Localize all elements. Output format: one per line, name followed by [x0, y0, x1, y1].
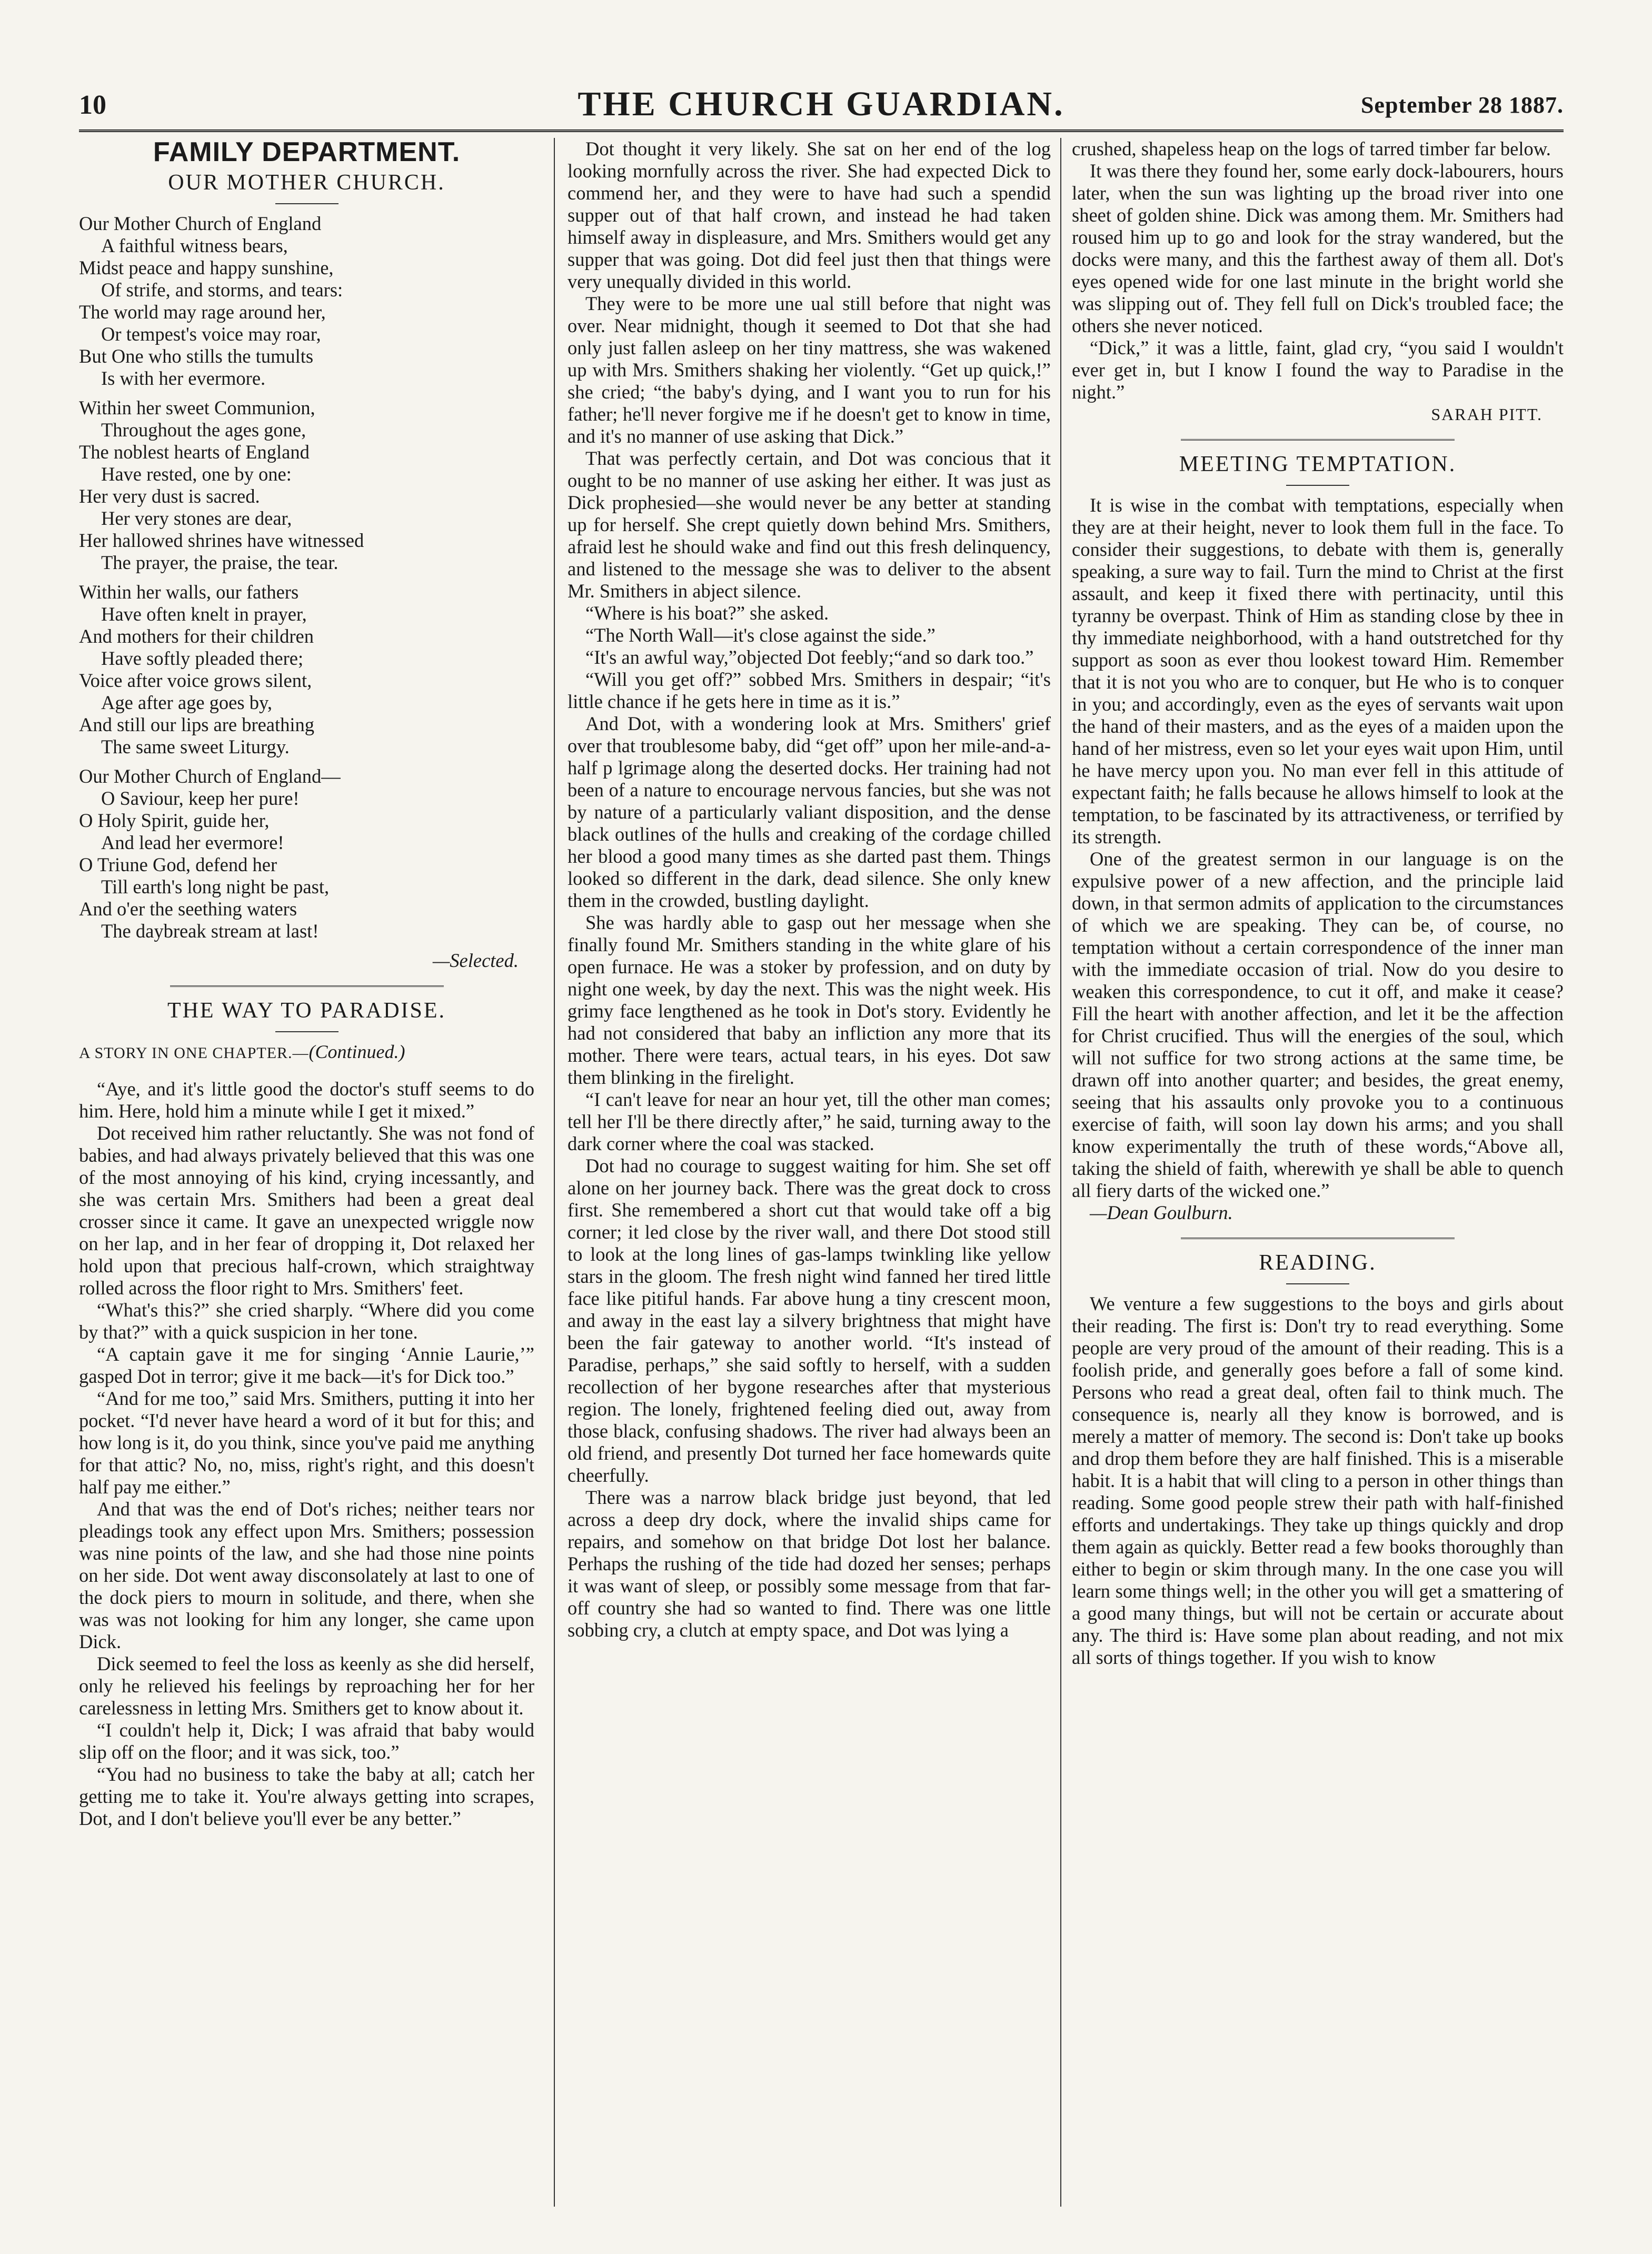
poem-line: Till earth's long night be past, [101, 876, 330, 897]
poem-line: O Saviour, keep her pure! [101, 787, 300, 809]
poem-line: Age after age goes by, [101, 692, 272, 713]
story-text [79, 1078, 534, 1830]
poem-line: Our Mother Church of England— [79, 765, 341, 787]
page-header [79, 84, 1564, 126]
poem-line: And lead her evermore! [101, 832, 284, 853]
paragraph: She was hardly able to gasp out her message when she finally found Mr. Smithers standing in the white glare of his open furnace. He was a stoker by profession, and on duty by night one week, by day the next. This was the night week. His grimy face lengthened as he took in Dot's story. Evidently he had not considered that baby an infliction any more that its mother. There were tears, actual tears, in his eyes. Dot saw them blinking in the firelight. [568, 912, 1051, 1088]
rule [1286, 1283, 1349, 1284]
poem-line: The daybreak stream at last! [101, 920, 319, 942]
story-text [568, 138, 1051, 1641]
meeting-credit: —Dean Goulburn. [1090, 1202, 1233, 1223]
page-number: 10 [79, 90, 106, 120]
paragraph: It was there they found her, some early dock-labourers, hours later, when the sun was lighting up the broad river into one sheet of golden shine. Dick was among them. Mr. Smithers had roused him up to go and look for the stray wandered, but the docks were many, and this the farthest away of them all. Dot's eyes opened wide for one last minute in the bright world she was slipping out of. They fell full on Dick's troubled face; the others she never noticed. [1072, 160, 1564, 336]
poem-stanza [79, 213, 534, 390]
story-text [1072, 138, 1564, 403]
poem-line: But One who stills the tumults [79, 345, 314, 367]
poem-line: Voice after voice grows silent, [79, 670, 312, 691]
poem-line: Have softly pleaded there; [101, 647, 304, 669]
poem-line: Her very dust is sacred. [79, 485, 260, 507]
rule [1181, 439, 1455, 441]
rule [275, 203, 339, 204]
paragraph: Dot thought it very likely. She sat on her end of the log looking mornfully across the river. She had expected Dick to commend her, and they were to have had such a spendid supper out of that half crown, and instead he had taken himself away in displeasure, and Mrs. Smithers would get any supper that was going. Dot did feel just then that things were very unequally divided in this world. [568, 138, 1051, 292]
meeting-title: MEETING TEMPTATION. [1179, 452, 1457, 476]
paragraph: “I couldn't help it, Dick; I was afraid that baby would slip off on the floor; and it was sick, too.” [79, 1719, 534, 1763]
paragraph: It is wise in the combat with temptations, especially when they are at their height, never to look them full in the face. To consider their suggestions, to debate with them is, generally speaking, a sure way to fail. Turn the mind to Christ at the first assault, and keep it fixed there with pertinacity, until this tyranny be overpast. Think of Him as standing close by thee in thy immediate neighborhood, with a hand outstretched for thy support as soon as ever thou lookest toward Him. Remember that it is not you who are to conquer, but He who is to conquer in you; and accordingly, even as the eyes of servants wait upon the hand of their masters, and as the eyes of a maiden upon the hand of her mistress, even so let your eyes wait upon Him, until he have mercy upon you. No man ever fell in this attitude of expectant faith; he falls because he allows himself to look at the temptation, to be fascinated by its attractiveness, or terrified by its strength. [1072, 494, 1564, 847]
column-divider [1060, 138, 1061, 2207]
paragraph: “You had no business to take the baby at all; catch her getting me to take it. You're always getting into scrapes, Dot, and I don't believe you'll ever be any better.” [79, 1763, 534, 1829]
poem-line: The noblest hearts of England [79, 441, 310, 463]
story-subtitle [79, 1041, 534, 1064]
paragraph: We venture a few suggestions to the boys and girls about their reading. The first is: Don't try to read everything. Some people are very proud of the amount of their reading. This is a foolish pride, and generally goes before a fall of some kind. Persons who read a great deal, often fail to think much. The consequence is, nearly all they know is borrowed, and is merely a matter of memory. The second is: Don't take up books and drop them before they are half finished. This is a miserable habit. It is a habit that will cling to a person in other things than reading. Some good people strew their path with half-finished efforts and undertakings. They take up things quickly and drop them again as quickly. Better read a few books thoroughly than either to begin or skim through many. In the one case you will learn some things well; in the other you will get a smattering of a good many things, but will not be certain or accurate about any. The third is: Have some plan about reading, and not mix all sorts of things together. If you wish to know [1072, 1293, 1564, 1668]
poem-line: Midst peace and happy sunshine, [79, 257, 334, 278]
poem-line: O Holy Spirit, guide her, [79, 810, 270, 831]
paragraph: “Will you get off?” sobbed Mrs. Smithers in despair; “it's little chance if he gets here in time as it is.” [568, 669, 1051, 712]
story-author: SARAH PITT. [1431, 405, 1542, 424]
paragraph: “And for me too,” said Mrs. Smithers, putting it into her pocket. “I'd never have heard a word of it but for this; and how long is it, do you think, since you've paid me anything for that attic? No, no, miss, right's right, and this doesn't half pay me either.” [79, 1388, 534, 1498]
paragraph: “Where is his boat?” she asked. [585, 602, 829, 624]
paragraph: Dot received him rather reluctantly. She was not fond of babies, and had always privately believed that this was one of the most annoying of his kind, crying incessantly, and she was certain Mrs. Smithers had been a great deal crosser since it came. It gave an unexpected wriggle now on her lap, and in her fear of dropping it, Dot relaxed her hold upon that precious half-crown, which straightway rolled across the floor right to Mrs. Smithers' feet. [79, 1122, 534, 1299]
issue-date: September 28 1887. [1360, 92, 1564, 118]
paragraph: “Aye, and it's little good the doctor's stuff seems to do him. Here, hold him a minute while I get it mixed.” [79, 1078, 534, 1122]
paragraph: “A captain gave it me for singing ‘Annie Laurie,’” gasped Dot in terror; give it me back—it's for Dick too.” [79, 1343, 534, 1387]
article-text [1072, 1293, 1564, 1669]
poem-line: And still our lips are breathing [79, 714, 315, 735]
paragraph: That was perfectly certain, and Dot was concious that it ought to be no manner of use asking her either. It was just as Dick prophesied—she would never be any better at standing up for herself. She crept quietly down behind Mrs. Smithers, afraid lest he should wake and find out this fresh delinquency, and listened to the message she was to deliver to the absent Mr. Smithers in abject silence. [568, 447, 1051, 602]
poem [79, 213, 534, 942]
poem-line: Of strife, and storms, and tears: [101, 279, 343, 301]
paragraph: And that was the end of Dot's riches; neither tears nor pleadings took any effect upon Mrs. Smithers; possession was nine points of the law, and she had those nine points on her side. Dot went away disconsolately at last to one of the dock piers to mourn in solitude, and there, when she was was not looking for him any longer, she came upon Dick. [79, 1498, 534, 1652]
column-3 [1072, 138, 1564, 2207]
poem-credit: —Selected. [432, 950, 519, 971]
poem-line: Is with her evermore. [101, 367, 266, 389]
poem-stanza [79, 581, 534, 758]
poem-line: The prayer, the praise, the tear. [101, 552, 339, 573]
paragraph: They were to be more une ual still before that night was over. Near midnight, though it seemed to Dot that she had only just fallen asleep on her tiny mattress, she was wakened up with Mrs. Smithers shaking her violently. “Get up quick,!” she cried; “the baby's dying, and I want you to run for his father; he'll never forgive me if he doesn't get to know in time, and it's no manner of use asking that Dick.” [568, 293, 1051, 447]
poem-line: Within her walls, our fathers [79, 581, 299, 603]
poem-line: Our Mother Church of England [79, 213, 322, 234]
rule [1181, 1238, 1455, 1239]
paragraph: “What's this?” she cried sharply. “Where did you come by that?” with a quick suspicion in her tone. [79, 1299, 534, 1343]
column-2 [568, 138, 1051, 2207]
poem-line: A faithful witness bears, [101, 235, 288, 256]
masthead: THE CHURCH GUARDIAN. [578, 85, 1065, 123]
poem-line: Her very stones are dear, [101, 507, 292, 529]
paragraph: “I can't leave for near an hour yet, till the other man comes; tell her I'll be there directly after,” he said, turning away to the dark corner where the coal was stacked. [568, 1089, 1051, 1154]
paragraph: And Dot, with a wondering look at Mrs. Smithers' grief over that troublesome baby, did “get off” upon her mile-and-a-half p lgrimage along the deserted docks. Her training had not been of a nature to encourage nervous fancies, but she was not by nature of a particularly valiant disposition, and the dense black outlines of the hulls and creaking of the cordage chilled her blood a good many times as she darted past them. Things looked so different in the dark, dead silence. She only knew them in the crowded, bustling daylight. [568, 713, 1051, 911]
paragraph: There was a narrow black bridge just beyond, that led across a deep dry dock, where the invalid ships came for repairs, and somehow on that bridge Dot lost her balance. Perhaps the rushing of the tide had dozed her senses; perhaps it was want of sleep, or possibly some message from that far-off country she had so wanted to find. There was one little sobbing cry, a clutch at empty space, and Dot was lying a [568, 1487, 1051, 1641]
reading-title: READING. [1259, 1251, 1377, 1275]
header-rule [79, 129, 1564, 132]
poem-line: Have often knelt in prayer, [101, 603, 307, 625]
column-divider [554, 138, 555, 2207]
paragraph: “It's an awful way,”objected Dot feebly;“and so dark too.” [585, 646, 1034, 668]
poem-line: Have rested, one by one: [101, 463, 292, 485]
story-title: THE WAY TO PARADISE. [167, 999, 446, 1023]
continued-label: (Continued.) [308, 1041, 405, 1062]
poem-line: Throughout the ages gone, [101, 419, 306, 441]
poem-line: And o'er the seething waters [79, 898, 297, 920]
paragraph: “The North Wall—it's close against the side.” [585, 624, 936, 646]
rule [170, 985, 444, 987]
poem-title: OUR MOTHER CHURCH. [168, 171, 445, 195]
department-heading: FAMILY DEPARTMENT. [153, 138, 461, 167]
paragraph: One of the greatest sermon in our language is on the expulsive power of a new affection, and the principle laid down, in that sermon admits of application to the circumstances of which we are speaking. They can be, of course, no temptation without a certain correspondence of the inner man with the immediate occasion of trial. Now do you desire to weaken this correspondence, to cut it off, and make it cease? Fill the heart with another affection, and let it be the affection for Christ crucified. Thus will the energies of the soul, which will not suffice for two strong actions at the same time, be drawn off into another quarter; and besides, the great enemy, seeing that his assaults only provoke you to a continuous exercise of faith, will soon lay down his arms; and you shall know experimentally the truth of these words,“Above all, taking the shield of faith, wherewith ye shall be able to quench all fiery darts of the wicked one.” [1072, 848, 1564, 1201]
paragraph: “Dick,” it was a little, faint, glad cry, “you said I wouldn't ever get in, but I know I found the way to Paradise in the night.” [1072, 337, 1564, 403]
poem-line: O Triune God, defend her [79, 854, 277, 875]
poem-line: Within her sweet Communion, [79, 397, 315, 418]
story-subtitle-text: A STORY IN ONE CHAPTER.— [79, 1044, 309, 1062]
paragraph: Dot had no courage to suggest waiting for him. She set off alone on her journey back. There was the great dock to cross first. She remembered a short cut that would take off a big corner; it led close by the river wall, and there Dot stood still to look at the long lines of gas-lamps twinkling like yellow stars in the gloom. The fresh night wind fanned her tired little face like pitiful hands. Far above hung a tiny crescent moon, and away in the east lay a silvery brightness that might have been the fair gateway to another world. “It's instead of Paradise, perhaps,” she said softly to herself, with a sudden recollection of her bygone researches after that mysterious region. The lonely, frightened feeling died out, away from those black, confusing shadows. The river had always been an old friend, and presently Dot turned her face homewards quite cheerfully. [568, 1155, 1051, 1486]
paragraph: Dick seemed to feel the loss as keenly as she did herself, only he relieved his feelings by reproaching her for her carelessness in letting Mrs. Smithers get to know about it. [79, 1653, 534, 1719]
column-1 [79, 138, 534, 2207]
paragraph: crushed, shapeless heap on the logs of tarred timber far below. [1072, 138, 1551, 159]
rule [1286, 485, 1349, 486]
poem-line: The same sweet Liturgy. [101, 736, 290, 757]
poem-line: Her hallowed shrines have witnessed [79, 530, 364, 551]
rule [275, 1031, 339, 1032]
poem-line: Or tempest's voice may roar, [101, 323, 321, 345]
poem-stanza [79, 397, 534, 574]
poem-line: And mothers for their children [79, 625, 314, 647]
poem-line: The world may rage around her, [79, 301, 326, 323]
poem-stanza [79, 765, 534, 942]
article-text [1072, 494, 1564, 1202]
